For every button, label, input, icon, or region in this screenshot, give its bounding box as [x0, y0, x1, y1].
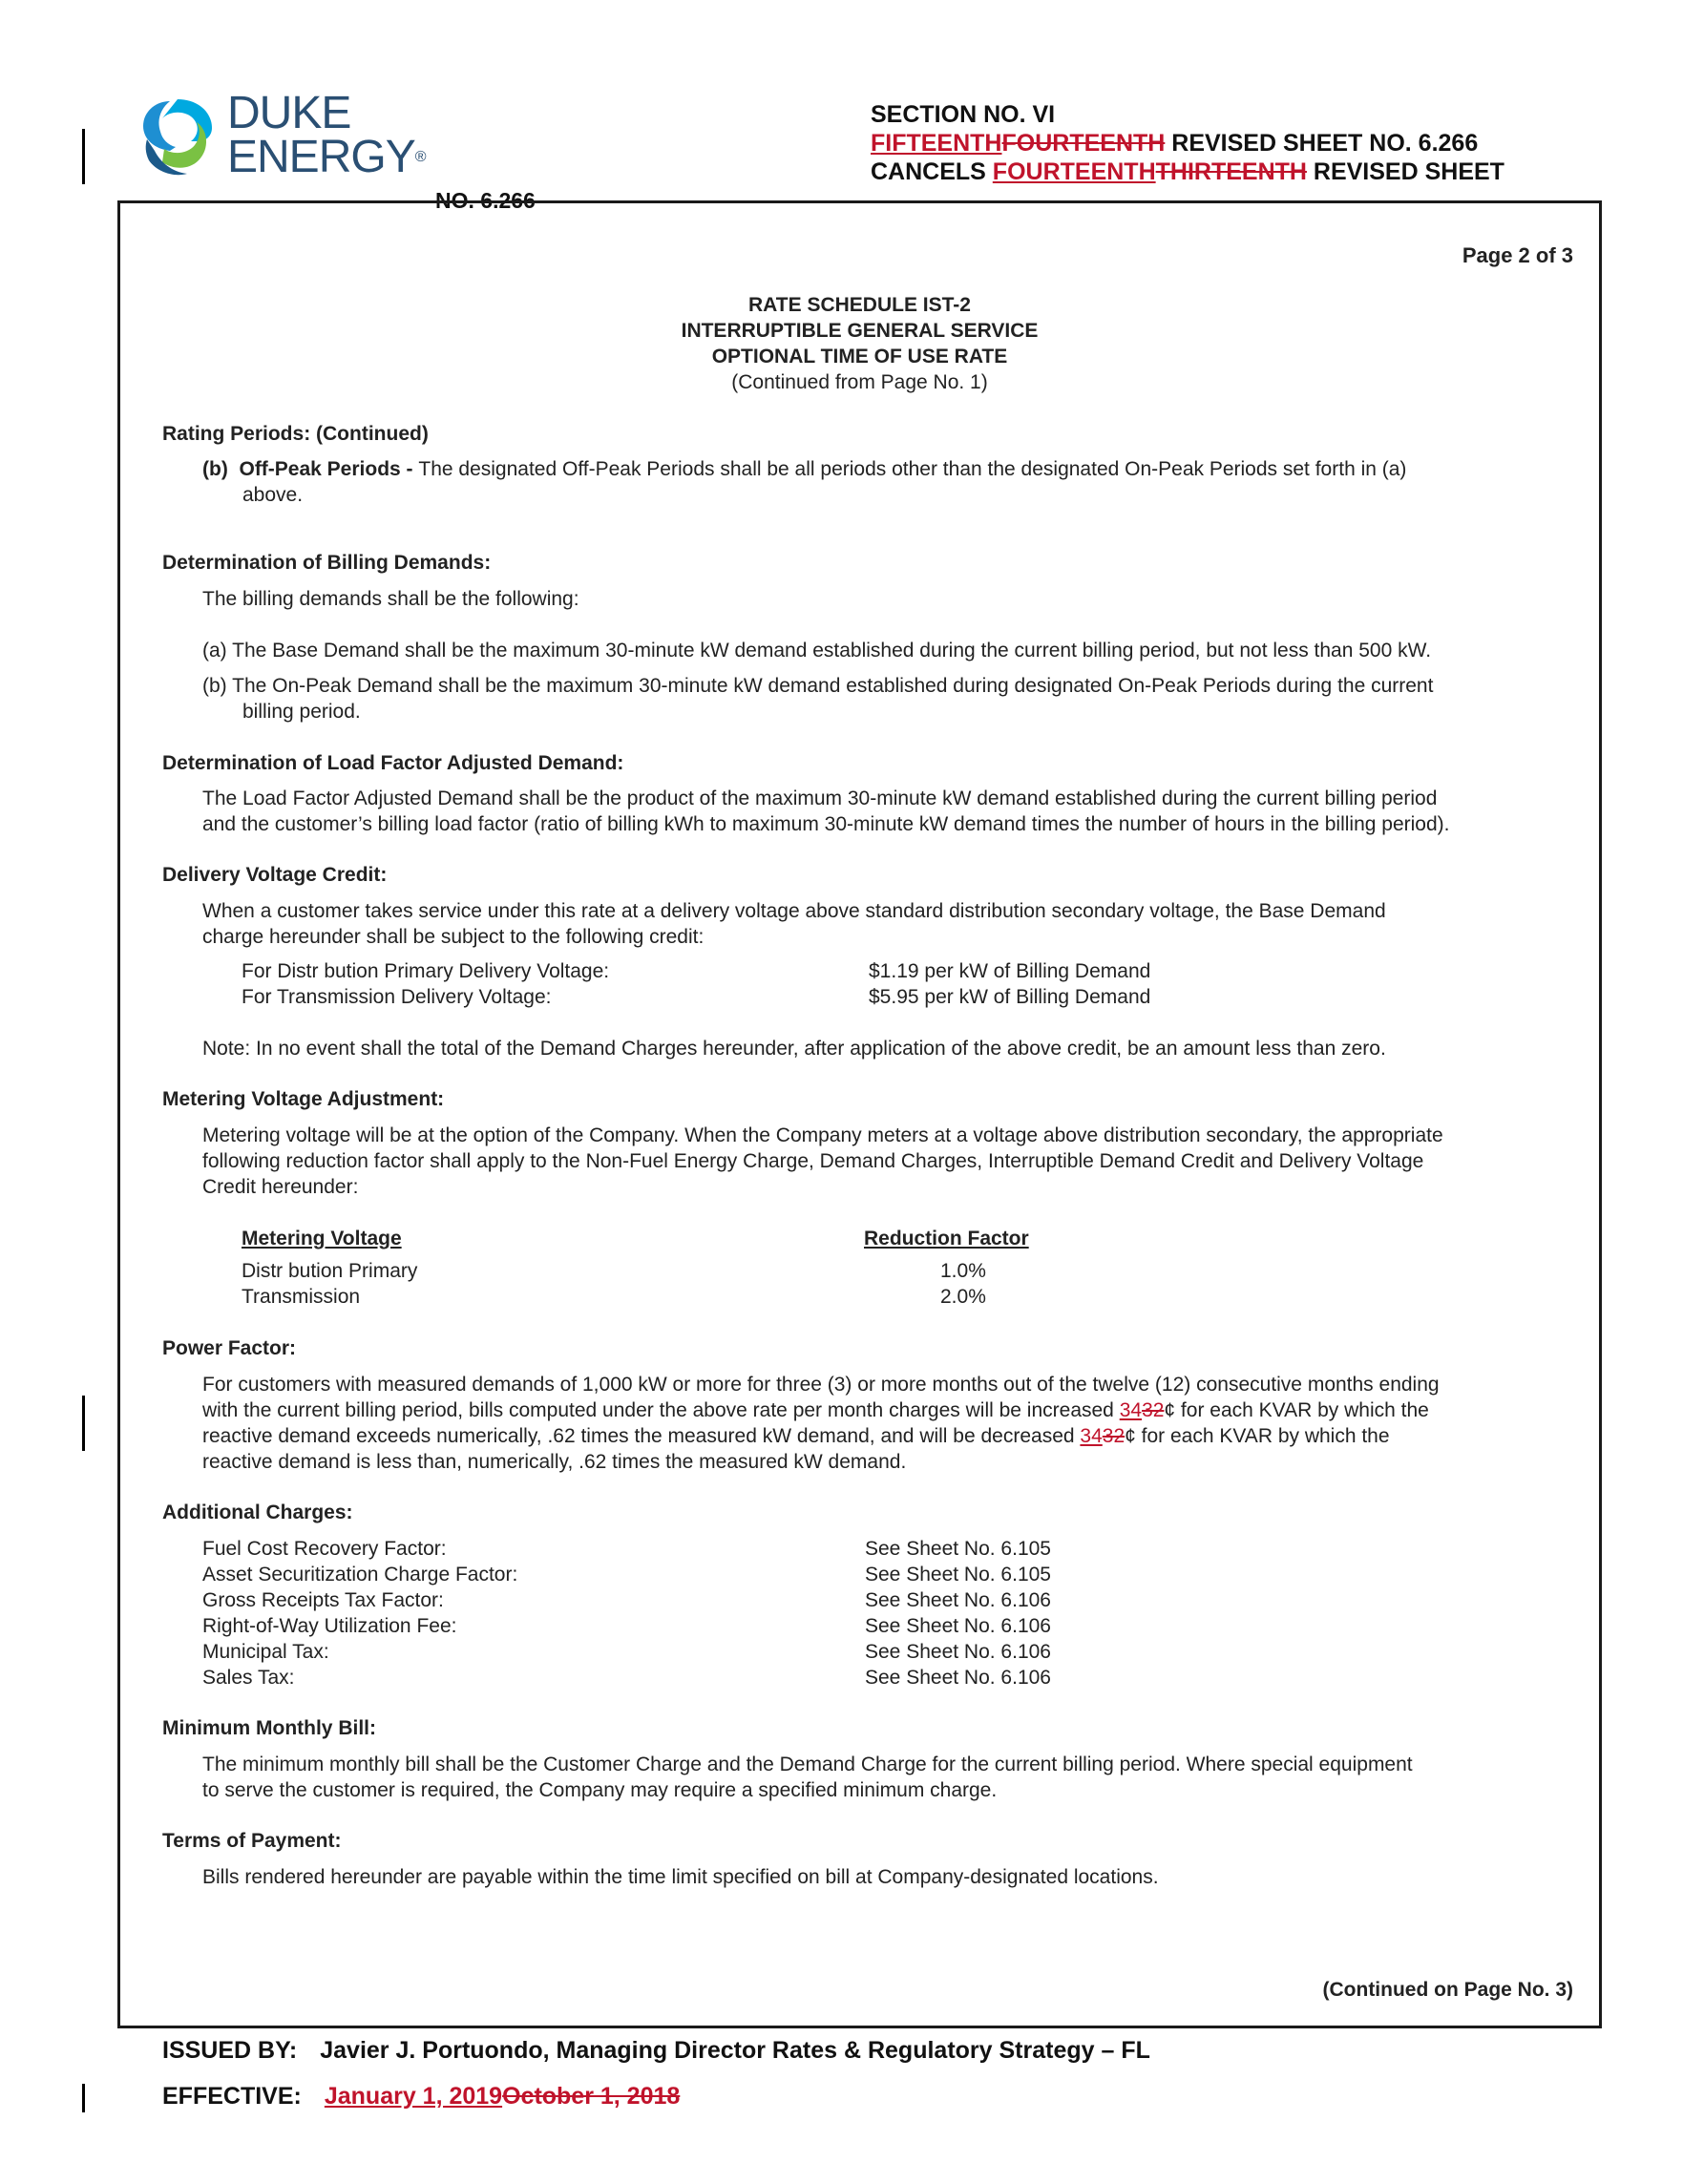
- charge-label: Fuel Cost Recovery Factor:: [202, 1538, 447, 1560]
- duke-energy-logo-icon: [132, 92, 223, 183]
- title-line-2: INTERRUPTIBLE GENERAL SERVICE: [681, 320, 1039, 342]
- cancels-deleted: THIRTEENTH: [1155, 158, 1307, 185]
- change-bar-effective: [82, 2084, 85, 2112]
- load-factor-text: [202, 786, 1556, 837]
- load-factor-heading: Determination of Load Factor Adjusted Demand:: [162, 752, 624, 774]
- load-factor-line-2: and the customer’s billing load factor (ratio of billing kWh to maximum 30-minute kW demand times the number of hours in the billing period).: [202, 813, 1450, 835]
- logo-wordmark: [227, 88, 426, 182]
- off-peak-text: The designated Off-Peak Periods shall be all periods other than the designated On-Peak Periods set forth in (a): [418, 458, 1407, 480]
- billing-demands-intro: The billing demands shall be the following:: [202, 588, 579, 610]
- issued-value: Javier J. Portuondo, Managing Director Rates & Regulatory Strategy – FL: [320, 2037, 1150, 2064]
- charge-label: Asset Securitization Charge Factor:: [202, 1564, 518, 1586]
- title-line-1: RATE SCHEDULE IST-2: [748, 294, 971, 316]
- old-sheet-number: NO. 6.266: [435, 188, 536, 213]
- metering-text: [202, 1123, 1556, 1200]
- delivery-row-2-label: For Transmission Delivery Voltage:: [242, 986, 552, 1008]
- minimum-bill-text: [202, 1752, 1556, 1803]
- metering-row-voltage: Transmission: [242, 1286, 361, 1308]
- cancels-inserted: FOURTEENTH: [992, 158, 1156, 185]
- power-factor-deleted: 32: [1102, 1425, 1125, 1447]
- off-peak-paragraph: [202, 456, 1556, 508]
- title-line-4: (Continued from Page No. 1): [731, 371, 988, 393]
- metering-line-1: Metering voltage will be at the option of the Company. When the Company meters at a voltage above distribution secondary, the appropriate: [202, 1124, 1443, 1146]
- additional-charges-heading: Additional Charges:: [162, 1502, 353, 1523]
- delivery-line-2: charge hereunder shall be subject to the following credit:: [202, 926, 705, 948]
- terms-text: Bills rendered hereunder are payable within the time limit specified on bill at Company-designated locations.: [202, 1866, 1159, 1888]
- power-factor-inserted: 34: [1080, 1425, 1103, 1447]
- load-factor-line-1: The Load Factor Adjusted Demand shall be the product of the maximum 30-minute kW demand established during the current billing period: [202, 788, 1438, 809]
- charge-label: Sales Tax:: [202, 1667, 295, 1689]
- metering-line-3: Credit hereunder:: [202, 1176, 359, 1198]
- logo-registered-mark: ®: [414, 149, 426, 165]
- delivery-credit-heading: Delivery Voltage Credit:: [162, 864, 388, 886]
- additional-charges-values: [865, 1536, 1051, 1690]
- charge-value: See Sheet No. 6.106: [865, 1667, 1051, 1689]
- title-line-3: OPTIONAL TIME OF USE RATE: [711, 346, 1008, 368]
- logo-line2: ENERGY®: [227, 132, 426, 182]
- delivery-row-1-label: For Distr bution Primary Delivery Voltage:: [242, 960, 610, 982]
- charge-label: Municipal Tax:: [202, 1641, 329, 1663]
- additional-charges-labels: [202, 1536, 517, 1690]
- charge-value: See Sheet No. 6.105: [865, 1538, 1051, 1560]
- power-factor-line-4: reactive demand is less than, numerically, .62 times the measured kW demand.: [202, 1451, 907, 1473]
- billing-item-b-2: billing period.: [242, 701, 361, 723]
- billing-demands-heading: Determination of Billing Demands:: [162, 552, 492, 574]
- issued-label: ISSUED BY:: [162, 2037, 298, 2064]
- effective-deleted: October 1, 2018: [502, 2083, 681, 2110]
- charge-value: See Sheet No. 6.106: [865, 1641, 1051, 1663]
- billing-demands-list: [202, 638, 1556, 724]
- section-no: SECTION NO. VI: [871, 101, 1056, 128]
- minimum-line-1: The minimum monthly bill shall be the Customer Charge and the Demand Charge for the current billing period. Where special equipment: [202, 1754, 1413, 1775]
- cancels-suffix: REVISED SHEET: [1306, 158, 1504, 185]
- schedule-title: [117, 292, 1602, 395]
- terms-heading: Terms of Payment:: [162, 1830, 342, 1852]
- issued-by: [162, 2037, 1150, 2065]
- delivery-row-2-value: $5.95 per kW of Billing Demand: [869, 986, 1151, 1008]
- off-peak-text-2: above.: [242, 484, 304, 506]
- page-number: Page 2 of 3: [1462, 243, 1573, 267]
- billing-item-b: (b) The On-Peak Demand shall be the maximum 30-minute kW demand established during designated On-Peak Periods during the current: [202, 675, 1434, 697]
- duke-energy-logo: [132, 88, 426, 187]
- sheet-suffix: REVISED SHEET NO. 6.266: [1165, 130, 1479, 157]
- effective: [162, 2083, 680, 2110]
- delivery-row-1-value: $1.19 per kW of Billing Demand: [869, 960, 1151, 982]
- power-factor-line-3: reactive demand exceeds numerically, .62 times the measured kW demand, and will be decreased 3432¢ for each KVAR by which the: [202, 1425, 1390, 1447]
- effective-inserted: January 1, 2019: [324, 2083, 503, 2110]
- charge-value: See Sheet No. 6.105: [865, 1564, 1051, 1586]
- metering-heading: Metering Voltage Adjustment:: [162, 1088, 445, 1110]
- sheet-inserted: FIFTEENTH: [871, 130, 1002, 157]
- revised-sheet-line: [871, 130, 1478, 158]
- delivery-line-1: When a customer takes service under this rate at a delivery voltage above standard distribution secondary voltage, the Base Demand: [202, 900, 1386, 922]
- continued-note: (Continued on Page No. 3): [1322, 1979, 1573, 2001]
- metering-line-2: following reduction factor shall apply to the Non-Fuel Energy Charge, Demand Charges, Interruptible Demand Credit and Delivery Voltage: [202, 1150, 1424, 1172]
- metering-row-factor: 2.0%: [940, 1286, 986, 1308]
- power-factor-heading: Power Factor:: [162, 1337, 297, 1359]
- minimum-line-2: to serve the customer is required, the Company may require a specified minimum charge.: [202, 1779, 998, 1801]
- rating-periods-heading: Rating Periods: (Continued): [162, 423, 429, 445]
- sheet-deleted: FOURTEENTH: [1001, 130, 1166, 157]
- minimum-bill-heading: Minimum Monthly Bill:: [162, 1717, 376, 1739]
- delivery-note: Note: In no event shall the total of the Demand Charges hereunder, after application of the above credit, be an amount less than zero.: [202, 1038, 1386, 1060]
- change-bar-power-factor: [82, 1396, 85, 1451]
- cancels-line: [871, 158, 1504, 186]
- power-factor-deleted: 32: [1142, 1399, 1165, 1421]
- change-bar-top: [82, 129, 85, 184]
- delivery-credit-text: [202, 898, 1556, 950]
- charge-label: Right-of-Way Utilization Fee:: [202, 1615, 457, 1637]
- metering-col-header-voltage: Metering Voltage: [242, 1228, 402, 1250]
- charge-value: See Sheet No. 6.106: [865, 1615, 1051, 1637]
- billing-item-a: (a) The Base Demand shall be the maximum 30-minute kW demand established during the current billing period, but not less than 500 kW.: [202, 640, 1432, 662]
- metering-row-factor: 1.0%: [940, 1260, 986, 1282]
- effective-label: EFFECTIVE:: [162, 2083, 302, 2110]
- power-factor-line-2: with the current billing period, bills computed under the above rate per month charges will be increased 3432¢ for each KVAR by which the: [202, 1399, 1429, 1421]
- power-factor-inserted: 34: [1119, 1399, 1143, 1421]
- cancels-prefix: CANCELS: [871, 158, 993, 185]
- power-factor-line-1: For customers with measured demands of 1,000 kW or more for three (3) or more months out of the twelve (12) consecutive months ending: [202, 1374, 1440, 1396]
- off-peak-label: (b) Off-Peak Periods -: [202, 458, 419, 480]
- logo-line1: DUKE: [227, 88, 351, 138]
- metering-col-header-factor: Reduction Factor: [864, 1228, 1029, 1250]
- power-factor-text: [202, 1372, 1556, 1475]
- metering-row-voltage: Distr bution Primary: [242, 1260, 418, 1282]
- charge-value: See Sheet No. 6.106: [865, 1589, 1051, 1611]
- charge-label: Gross Receipts Tax Factor:: [202, 1589, 444, 1611]
